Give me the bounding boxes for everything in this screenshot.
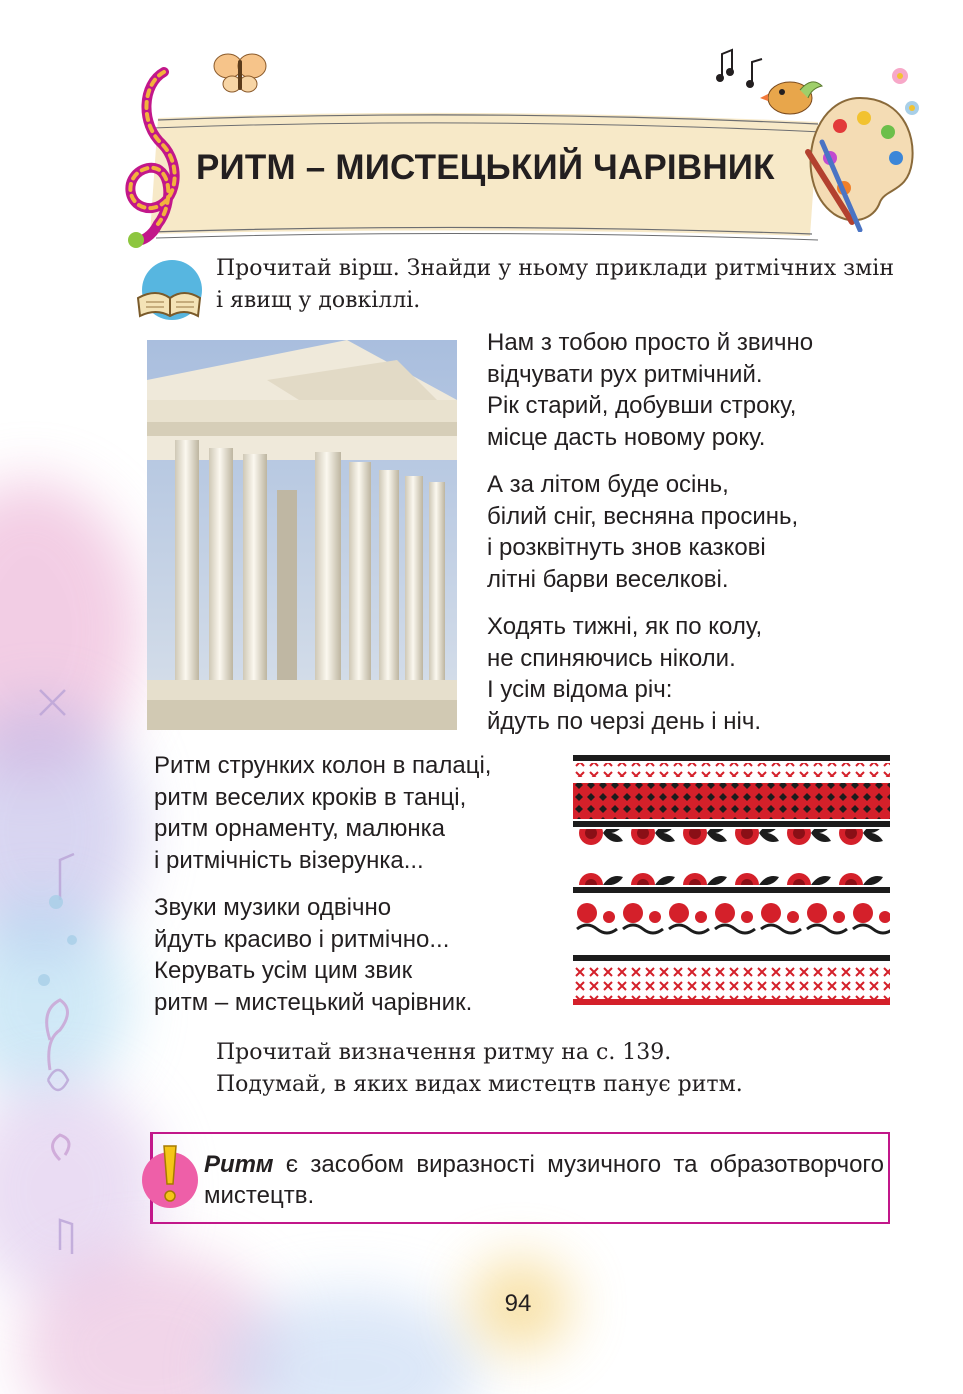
stanza: Ходять тижні, як по колу, не спиняючись ніколи. І усім відома річ: йдуть по черзі день і ніч. bbox=[487, 613, 763, 735]
music-notes-decoration bbox=[20, 640, 120, 1360]
definition-term: Ритм bbox=[204, 1151, 274, 1178]
music-notes-icon bbox=[712, 44, 772, 94]
stanza: Ритм струнких колон в палаці, ритм веселих кроків в танці, ритм орнаменту, малюнка і ритмічність візерунка... bbox=[154, 752, 492, 874]
page-number: 94 bbox=[504, 1290, 532, 1317]
stanza: Нам з тобою просто й звично відчувати рух ритмічний. Рік старий, добувши строку, місце дасть новому року. bbox=[487, 329, 814, 451]
treble-clef-icon bbox=[112, 64, 202, 254]
definition-text: Ритм є засобом виразності музичного та образотворчого мистецтв. bbox=[204, 1151, 884, 1209]
flower-decoration bbox=[880, 60, 930, 130]
task-followup: Прочитай визначення ритму на с. 139. Подумай, в яких видах мистецтв панує ритм. bbox=[216, 1040, 743, 1097]
stanza: А за літом буде осінь, білий сніг, весняна просинь, і розквітнуть знов казкові літні барви веселкові. bbox=[487, 471, 799, 593]
page-title: РИТМ – МИСТЕЦЬКИЙ ЧАРІВНИК bbox=[196, 148, 775, 187]
colonnade-photo bbox=[147, 340, 457, 730]
task-intro: Прочитай вірш. Знайди у ньому приклади ритмічних змін і явищ у довкіллі. bbox=[216, 256, 894, 313]
butterfly-icon bbox=[210, 48, 270, 98]
poem-part-2 bbox=[154, 750, 574, 1034]
stanza: Звуки музики одвічно йдуть красиво і ритмічно... Керувать усім цим звик ритм – мистецький чарівник. bbox=[154, 894, 473, 1016]
book-icon bbox=[132, 258, 204, 324]
embroidery-pattern-image bbox=[573, 755, 890, 1005]
exclamation-icon bbox=[138, 1140, 202, 1212]
poem-part-1 bbox=[487, 327, 917, 753]
